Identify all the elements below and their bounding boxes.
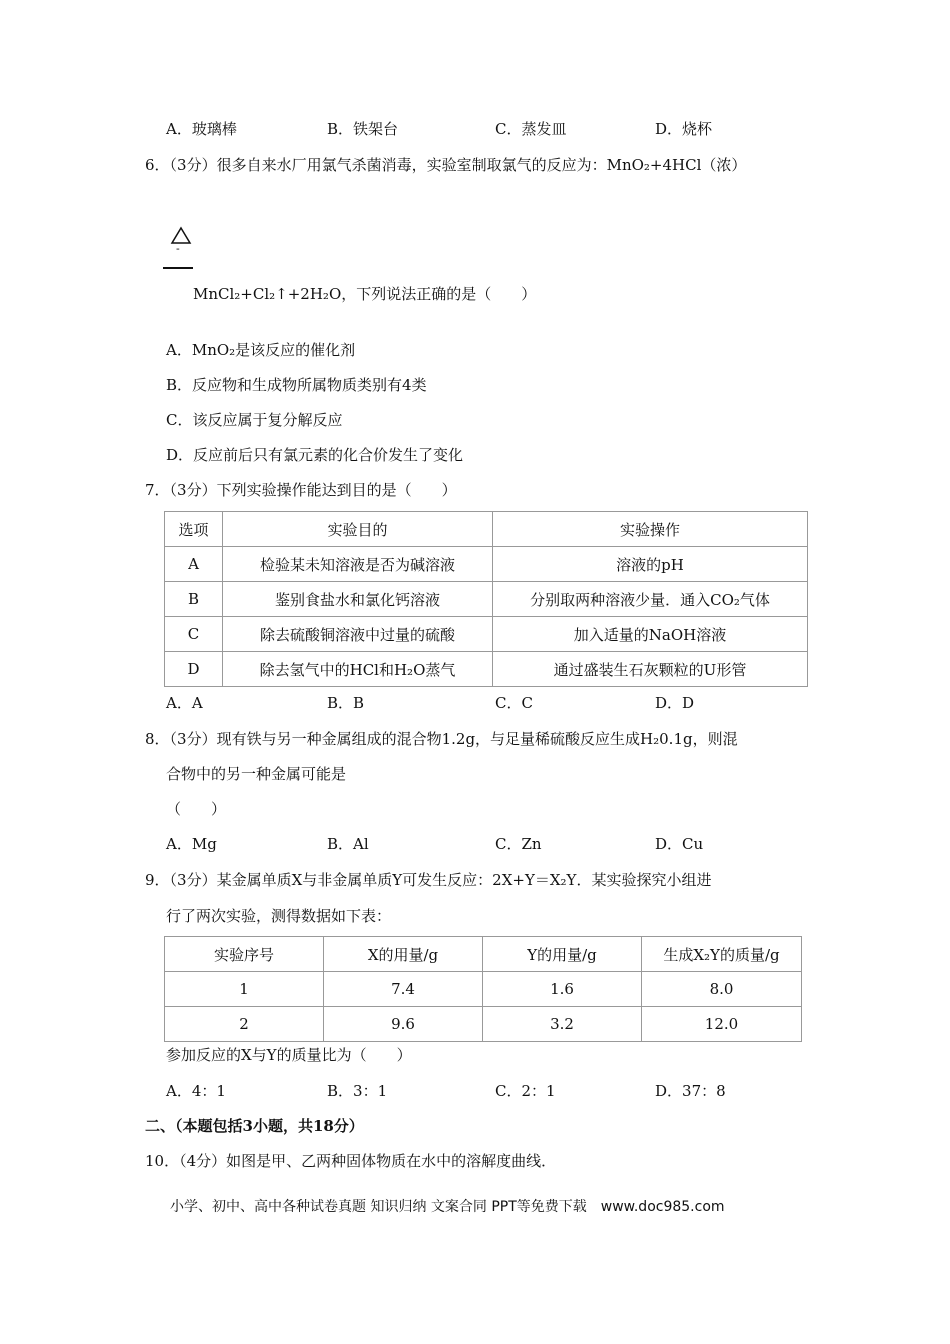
q7-option-d: D．D <box>655 694 695 712</box>
q6-option-b: B．反应物和生成物所属物质类别有4类 <box>166 376 427 394</box>
table-header-cell: Y的用量/g <box>483 937 642 972</box>
q7-option-a: A．A <box>166 694 203 712</box>
table-cell: A <box>165 547 223 582</box>
table-header-cell: 实验序号 <box>165 937 324 972</box>
reaction-arrow-line <box>163 267 193 269</box>
q7-option-c: C．C <box>495 694 533 712</box>
q5-option-c: C．蒸发皿 <box>495 120 567 138</box>
q9-option-d: D．37：8 <box>655 1082 726 1100</box>
q6-option-d: D．反应前后只有氯元素的化合价发生了变化 <box>166 446 464 464</box>
table-cell: 7.4 <box>324 972 483 1007</box>
q6-stem-continued: MnCl₂+Cl₂↑+2H₂O，下列说法正确的是（ ） <box>193 285 537 303</box>
q6-option-a: A．MnO₂是该反应的催化剂 <box>166 341 356 359</box>
table-cell: 溶液的pH <box>493 547 808 582</box>
q9-stem: 9．（3分）某金属单质X与非金属单质Y可发生反应：2X+Y＝X₂Y．某实验探究小组进 <box>145 871 712 889</box>
table-row <box>165 652 808 687</box>
table-row <box>165 617 808 652</box>
q8-stem: 8．（3分）现有铁与另一种金属组成的混合物1.2g，与足量稀硫酸反应生成H₂0.1g，则混 <box>145 730 738 748</box>
table-cell: 分别取两种溶液少量．通入CO₂气体 <box>493 582 808 617</box>
q8-stem-continued: 合物中的另一种金属可能是 <box>166 765 347 783</box>
q6-option-c: C．该反应属于复分解反应 <box>166 411 343 429</box>
table-header-cell: 实验操作 <box>493 512 808 547</box>
q8-option-c: C．Zn <box>495 835 542 853</box>
table-cell: 3.2 <box>483 1007 642 1042</box>
q8-option-a: A．Mg <box>166 835 217 853</box>
table-cell: 2 <box>165 1007 324 1042</box>
table-header-cell: X的用量/g <box>324 937 483 972</box>
q9-option-b: B．3：1 <box>327 1082 388 1100</box>
table-cell: 通过盛装生石灰颗粒的U形管 <box>493 652 808 687</box>
table-header-cell: 生成X₂Y的质量/g <box>642 937 802 972</box>
table-cell: 加入适量的NaOH溶液 <box>493 617 808 652</box>
table-cell: 除去硫酸铜溶液中过量的硫酸 <box>223 617 493 652</box>
table-cell: 1 <box>165 972 324 1007</box>
table-cell: 检验某未知溶液是否为碱溶液 <box>223 547 493 582</box>
page-footer: 小学、初中、高中各种试卷真题 知识归纳 文案合同 PPT等免费下载 www.doc985.com <box>170 1199 725 1215</box>
table-header-row <box>165 937 802 972</box>
q9-option-a: A．4：1 <box>166 1082 226 1100</box>
table-row <box>165 582 808 617</box>
table-cell: D <box>165 652 223 687</box>
q8-answer-blank: （ ） <box>166 800 227 818</box>
q9-stem-continued: 行了两次实验，测得数据如下表： <box>166 907 392 925</box>
table-header-row <box>165 512 808 547</box>
q9-table <box>164 936 802 1042</box>
table-cell: C <box>165 617 223 652</box>
q10-stem: 10．（4分）如图是甲、乙两种固体物质在水中的溶解度曲线． <box>145 1152 557 1170</box>
q6-stem: 6．（3分）很多自来水厂用氯气杀菌消毒，实验室制取氯气的反应为：MnO₂+4HCl（浓） <box>145 156 747 174</box>
table-cell: 1.6 <box>483 972 642 1007</box>
table-row <box>165 972 802 1007</box>
q7-stem: 7．（3分）下列实验操作能达到目的是（ ） <box>145 481 457 499</box>
table-row <box>165 1007 802 1042</box>
section-heading: 二、（本题包括3小题，共18分） <box>145 1117 364 1135</box>
q7-option-b: B．B <box>327 694 365 712</box>
triangle-heat-icon <box>170 226 192 246</box>
table-cell: 除去氢气中的HCl和H₂O蒸气 <box>223 652 493 687</box>
q8-option-d: D．Cu <box>655 835 704 853</box>
table-cell: B <box>165 582 223 617</box>
q6-delta-mark: - <box>176 242 180 255</box>
table-cell: 鉴别食盐水和氯化钙溶液 <box>223 582 493 617</box>
table-row <box>165 547 808 582</box>
q5-option-d: D．烧杯 <box>655 120 713 138</box>
q9-question: 参加反应的X与Y的质量比为（ ） <box>166 1046 412 1064</box>
table-cell: 9.6 <box>324 1007 483 1042</box>
table-cell: 8.0 <box>642 972 802 1007</box>
q7-table <box>164 511 808 687</box>
table-header-cell: 选项 <box>165 512 223 547</box>
q5-option-a: A．玻璃棒 <box>166 120 237 138</box>
table-header-cell: 实验目的 <box>223 512 493 547</box>
table-cell: 12.0 <box>642 1007 802 1042</box>
q9-option-c: C．2：1 <box>495 1082 556 1100</box>
q8-option-b: B．Al <box>327 835 369 853</box>
q5-option-b: B．铁架台 <box>327 120 399 138</box>
